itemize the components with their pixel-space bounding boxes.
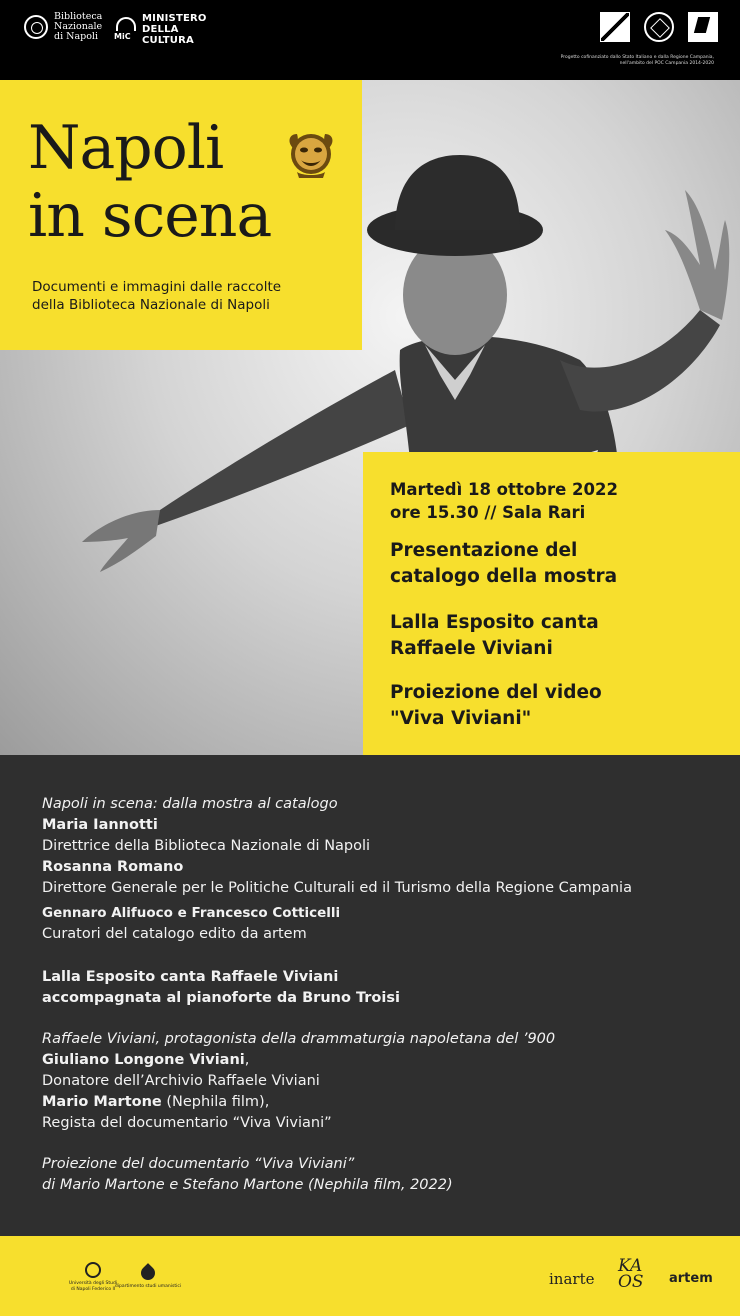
event-item-screening bbox=[390, 680, 602, 732]
ministero-cultura-logo bbox=[114, 13, 207, 46]
dipartimento-text: dipartimento studi umanistici bbox=[114, 1284, 182, 1289]
exhibition-title bbox=[28, 114, 271, 250]
theatre-mask-icon bbox=[283, 126, 339, 182]
program-section bbox=[42, 794, 722, 1196]
speaker-name: Rosanna Romano bbox=[42, 859, 184, 875]
ministry-line: MINISTERO bbox=[142, 13, 207, 24]
biblioteca-nazionale-logo bbox=[24, 12, 102, 42]
event-item-line: Presentazione del bbox=[390, 540, 578, 561]
speaker-suffix: (Nephila film), bbox=[161, 1094, 270, 1110]
event-time-line: ore 15.30 // Sala Rari bbox=[390, 503, 586, 522]
program-heading: Raffaele Viviani, protagonista della drammaturgia napoletana del ’900 bbox=[42, 1031, 556, 1047]
exhibition-subtitle bbox=[32, 278, 352, 314]
concert-line: accompagnata al pianoforte da Bruno Troisi bbox=[42, 990, 400, 1006]
partner-note bbox=[524, 55, 714, 67]
event-item-line: catalogo della mostra bbox=[390, 566, 618, 587]
mic-icon bbox=[114, 17, 138, 43]
speaker-role: Donatore dell’Archivio Raffaele Viviani bbox=[42, 1073, 320, 1089]
event-date bbox=[390, 478, 618, 524]
event-item-presentation bbox=[390, 538, 617, 590]
speaker-role: Direttore Generale per le Politiche Culturali ed il Turismo della Regione Campania bbox=[42, 880, 632, 896]
partner-note-line: nell'ambito del POC Campania 2014-2020 bbox=[619, 61, 714, 66]
speaker-role: Direttrice della Biblioteca Nazionale di Napoli bbox=[42, 838, 371, 854]
federico-ii-line: di Napoli Federico II bbox=[70, 1286, 116, 1292]
inarte-logo: inarte bbox=[549, 1270, 595, 1288]
kaos-logo bbox=[618, 1258, 644, 1290]
partner-note-line: Progetto cofinanziato dallo Stato Italiano e dalla Regione Campania, bbox=[560, 55, 714, 60]
concert-line: Lalla Esposito canta Raffaele Viviani bbox=[42, 969, 339, 985]
footer-bar bbox=[0, 1236, 740, 1316]
speaker-line bbox=[42, 1050, 722, 1071]
bnn-logo-line: di Napoli bbox=[54, 31, 98, 42]
top-bar bbox=[0, 0, 740, 80]
library-seal-icon bbox=[24, 15, 48, 39]
mic-mark-text: MiC bbox=[114, 31, 131, 41]
program-heading: Napoli in scena: dalla mostra al catalogo bbox=[42, 796, 338, 812]
bnn-logo-line: Nazionale bbox=[54, 21, 103, 32]
speaker-name: Gennaro Alifuoco e Francesco Cotticelli bbox=[42, 905, 341, 921]
speaker-role: Regista del documentario “Viva Viviani” bbox=[42, 1115, 332, 1131]
event-item-line: Proiezione del video bbox=[390, 682, 602, 703]
event-date-line: Martedì 18 ottobre 2022 bbox=[390, 480, 618, 499]
kaos-line: KA bbox=[618, 1256, 643, 1276]
event-item-line: "Viva Viviani" bbox=[390, 708, 532, 729]
repubblica-italiana-emblem-icon bbox=[644, 12, 674, 42]
ministry-line: DELLA bbox=[142, 24, 179, 35]
screening-line: di Mario Martone e Stefano Martone (Nephila film, 2022) bbox=[42, 1177, 453, 1193]
speaker-name: Maria Iannotti bbox=[42, 817, 158, 833]
event-panel bbox=[363, 452, 740, 755]
university-seal-icon bbox=[85, 1262, 101, 1278]
title-line: in scena bbox=[28, 181, 272, 251]
screening-line: Proiezione del documentario “Viva Viviani” bbox=[42, 1156, 355, 1172]
dipartimento-logo bbox=[108, 1266, 188, 1290]
federico-ii-line: Università degli Studi bbox=[68, 1281, 118, 1286]
drop-icon bbox=[138, 1263, 158, 1283]
title-panel bbox=[0, 80, 362, 350]
subtitle-line: Documenti e immagini dalle raccolte bbox=[32, 279, 282, 295]
event-item-line: Raffaele Viviani bbox=[390, 638, 553, 659]
speaker-role: Curatori del catalogo edito da artem bbox=[42, 926, 307, 942]
regione-campania-logo-icon bbox=[688, 12, 718, 42]
ministry-line: CULTURA bbox=[142, 35, 194, 46]
event-item-line: Lalla Esposito canta bbox=[390, 612, 599, 633]
title-line: Napoli bbox=[28, 113, 224, 183]
speaker-suffix: , bbox=[244, 1052, 250, 1068]
speaker-name: Giuliano Longone Viviani bbox=[42, 1052, 245, 1068]
speaker-name: Mario Martone bbox=[42, 1094, 162, 1110]
kaos-line: OS bbox=[618, 1272, 644, 1292]
speaker-line bbox=[42, 1092, 722, 1113]
artem-logo: artem bbox=[669, 1271, 713, 1286]
partner-logos bbox=[600, 12, 718, 42]
bnn-logo-line: Biblioteca bbox=[54, 11, 103, 22]
poc-campania-logo-icon bbox=[600, 12, 630, 42]
event-item-concert bbox=[390, 610, 599, 662]
subtitle-line: della Biblioteca Nazionale di Napoli bbox=[32, 297, 270, 313]
hero-section bbox=[0, 80, 740, 755]
